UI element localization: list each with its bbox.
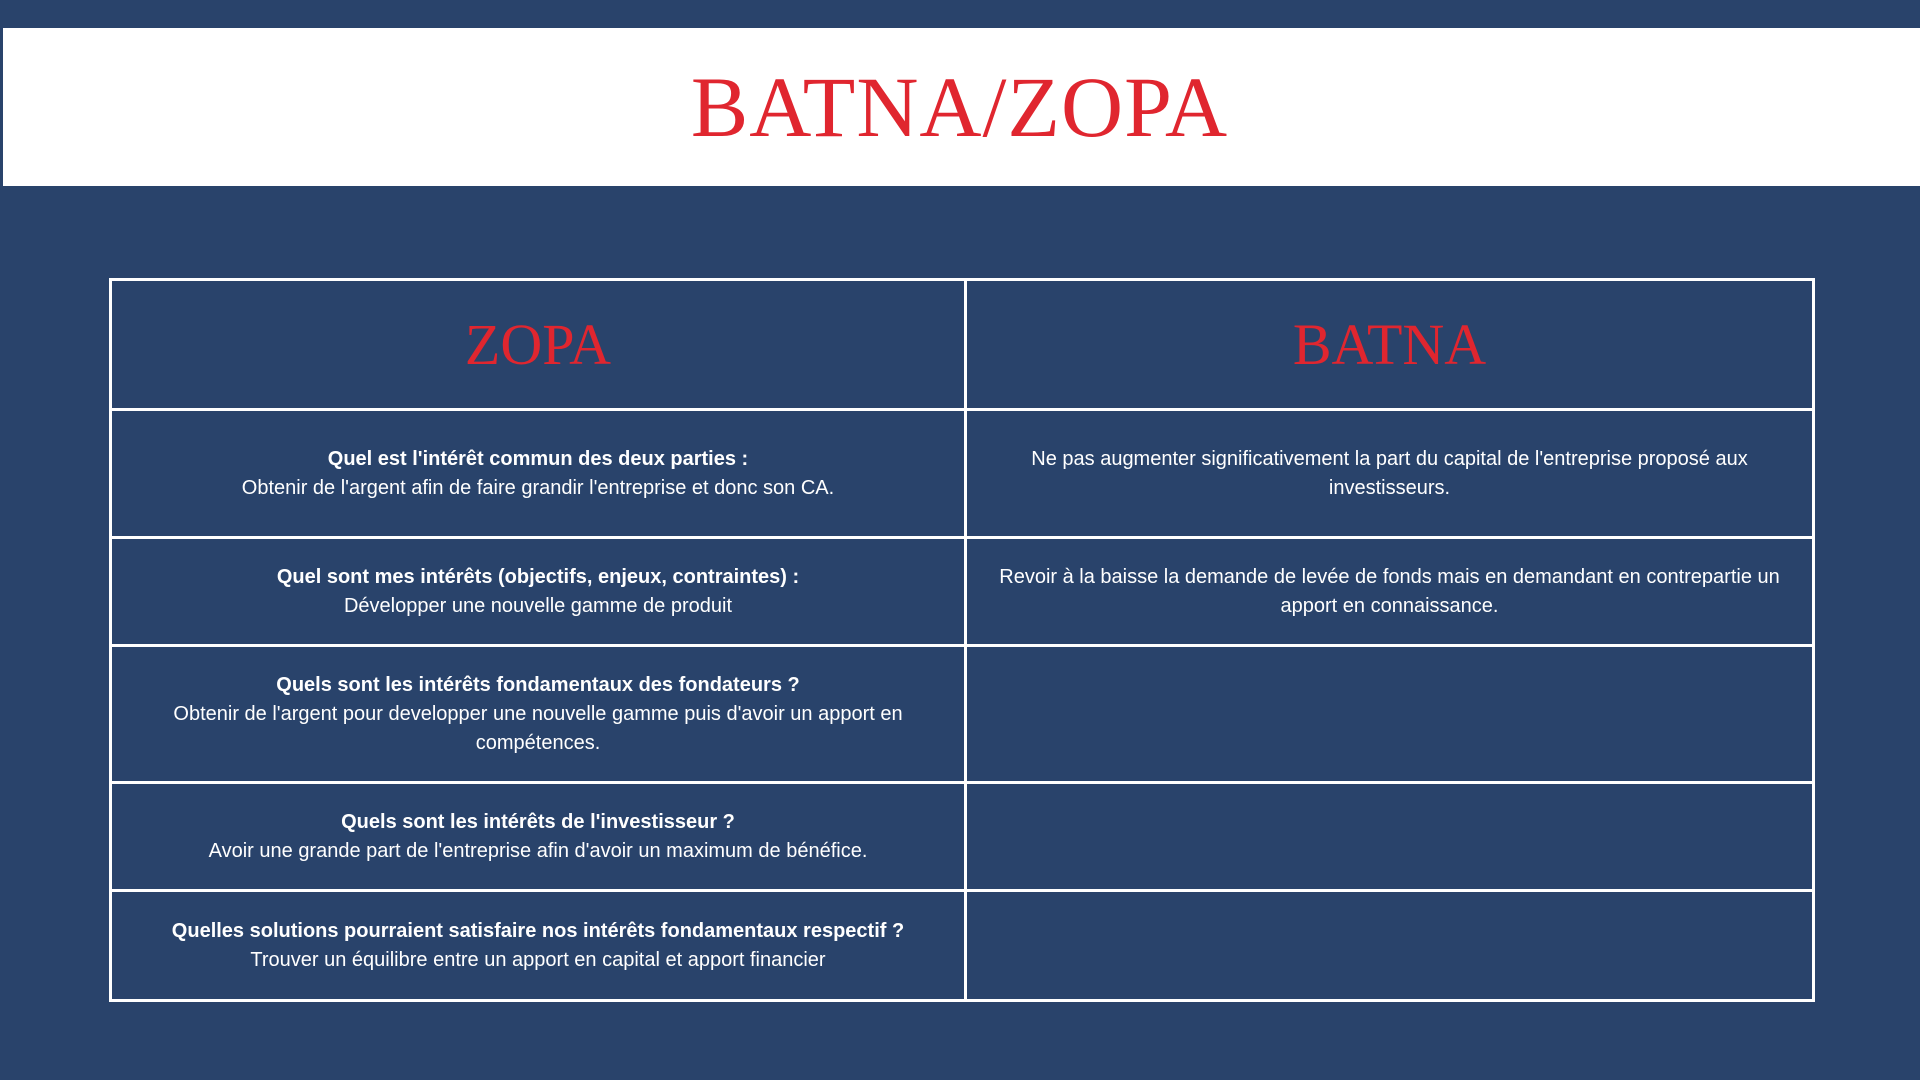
table-row <box>111 646 1814 783</box>
header-zopa: ZOPA <box>111 280 966 410</box>
header-batna: BATNA <box>966 280 1814 410</box>
zopa-answer: Obtenir de l'argent afin de faire grandir l'entreprise et donc son CA. <box>241 476 835 499</box>
table-row <box>111 783 1814 891</box>
title-band <box>3 28 1920 186</box>
zopa-question: Quel sont mes intérêts (objectifs, enjeux, contraintes) : <box>276 565 800 588</box>
zopa-cell <box>111 891 966 1001</box>
zopa-answer: Avoir une grande part de l'entreprise afin d'avoir un maximum de bénéfice. <box>208 839 868 862</box>
zopa-question: Quelles solutions pourraient satisfaire nos intérêts fondamentaux respectif ? <box>171 919 905 942</box>
table-row <box>111 538 1814 646</box>
zopa-cell <box>111 646 966 783</box>
batna-cell <box>966 410 1814 538</box>
zopa-answer: Obtenir de l'argent pour developper une nouvelle gamme puis d'avoir un apport en compétences. <box>173 702 903 754</box>
batna-text: Ne pas augmenter significativement la part du capital de l'entreprise proposé aux investisseurs. <box>1031 447 1748 499</box>
zopa-cell <box>111 538 966 646</box>
batna-text: Revoir à la baisse la demande de levée de fonds mais en demandant en contrepartie un apport en connaissance. <box>999 565 1780 617</box>
batna-cell <box>966 891 1814 1001</box>
batna-zopa-table <box>109 278 1815 1002</box>
slide-title: BATNA/ZOPA <box>690 59 1229 155</box>
zopa-cell <box>111 783 966 891</box>
zopa-question: Quels sont les intérêts fondamentaux des fondateurs ? <box>276 673 800 696</box>
table-row <box>111 410 1814 538</box>
zopa-answer: Trouver un équilibre entre un apport en capital et apport financier <box>250 948 826 971</box>
batna-cell <box>966 783 1814 891</box>
batna-cell <box>966 538 1814 646</box>
zopa-cell <box>111 410 966 538</box>
zopa-question: Quel est l'intérêt commun des deux parties : <box>327 447 749 470</box>
zopa-question: Quels sont les intérêts de l'investisseur ? <box>341 810 735 833</box>
table-header-row <box>111 280 1814 410</box>
zopa-answer: Développer une nouvelle gamme de produit <box>343 594 733 617</box>
table-row <box>111 891 1814 1001</box>
batna-cell <box>966 646 1814 783</box>
